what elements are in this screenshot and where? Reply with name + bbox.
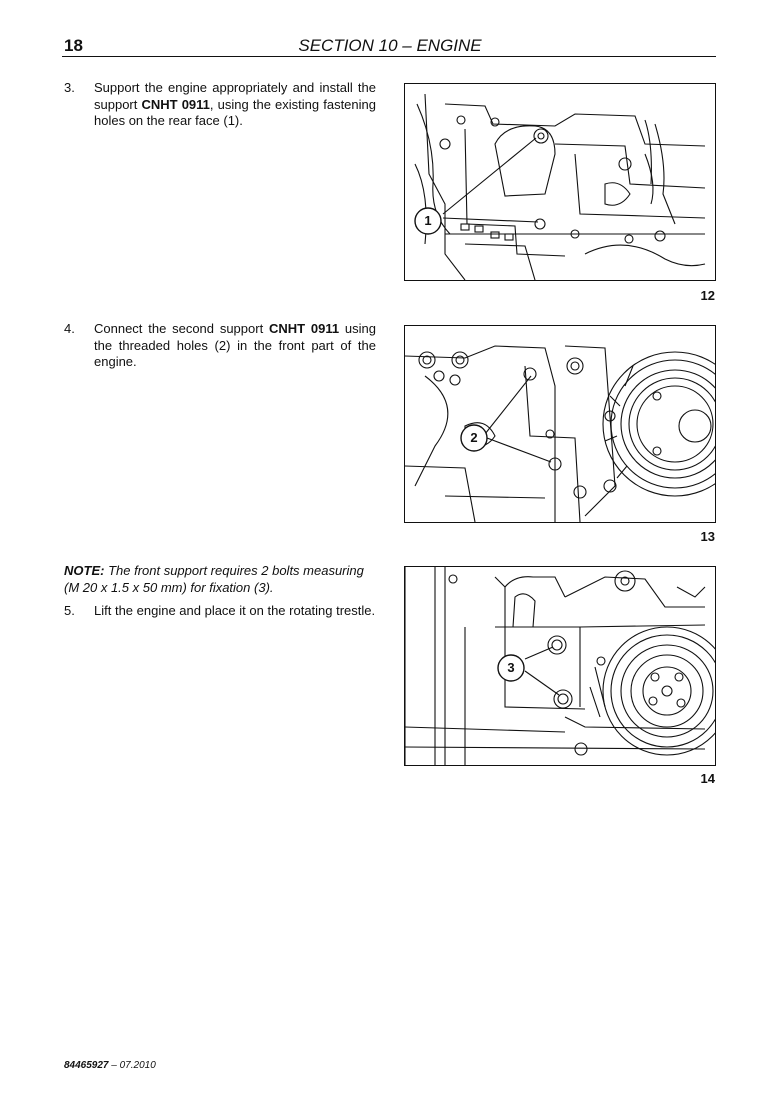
step-text-end: , using the existing fastening holes on the rear face (1). xyxy=(94,96,376,128)
step-3 xyxy=(64,80,376,130)
step-number: 5. xyxy=(64,603,75,618)
page-number: 18 xyxy=(64,36,83,55)
figure-13-illustration xyxy=(404,325,716,523)
note-text: The front support requires 2 bolts measuring (M 20 x 1.5 x 50 mm) for fixation (3). xyxy=(64,563,364,595)
step-text: Lift the engine and place it on the rotating trestle. xyxy=(94,603,376,618)
doc-date: – 07.2010 xyxy=(108,1060,156,1071)
figure-12-illustration xyxy=(404,83,716,281)
document-footer xyxy=(64,1060,156,1071)
figure-number: 14 xyxy=(700,771,715,786)
figure-14-illustration xyxy=(404,566,716,766)
figure-number: 12 xyxy=(700,288,715,303)
header-rule xyxy=(62,56,716,57)
step-text: Support the engine appropriately and install the support xyxy=(94,80,376,112)
callout-2: 2 xyxy=(470,430,478,445)
note-label: NOTE: xyxy=(64,563,105,578)
tool-code: CNHT 0911 xyxy=(268,321,340,336)
step-number: 3. xyxy=(64,80,75,95)
callout-3: 3 xyxy=(507,660,515,675)
note xyxy=(64,563,376,596)
callout-1: 1 xyxy=(424,213,432,228)
tool-code: CNHT 0911 xyxy=(141,96,210,112)
step-4 xyxy=(64,321,376,371)
step-5 xyxy=(64,603,376,620)
step-text-end: using the threaded holes (2) in the front part of the engine. xyxy=(94,321,376,369)
doc-number: 84465927 xyxy=(64,1060,109,1071)
figure-number: 13 xyxy=(700,529,715,544)
step-number: 4. xyxy=(64,321,75,336)
section-title: SECTION 10 – ENGINE xyxy=(298,36,482,55)
step-text: Connect the second support xyxy=(94,321,269,336)
